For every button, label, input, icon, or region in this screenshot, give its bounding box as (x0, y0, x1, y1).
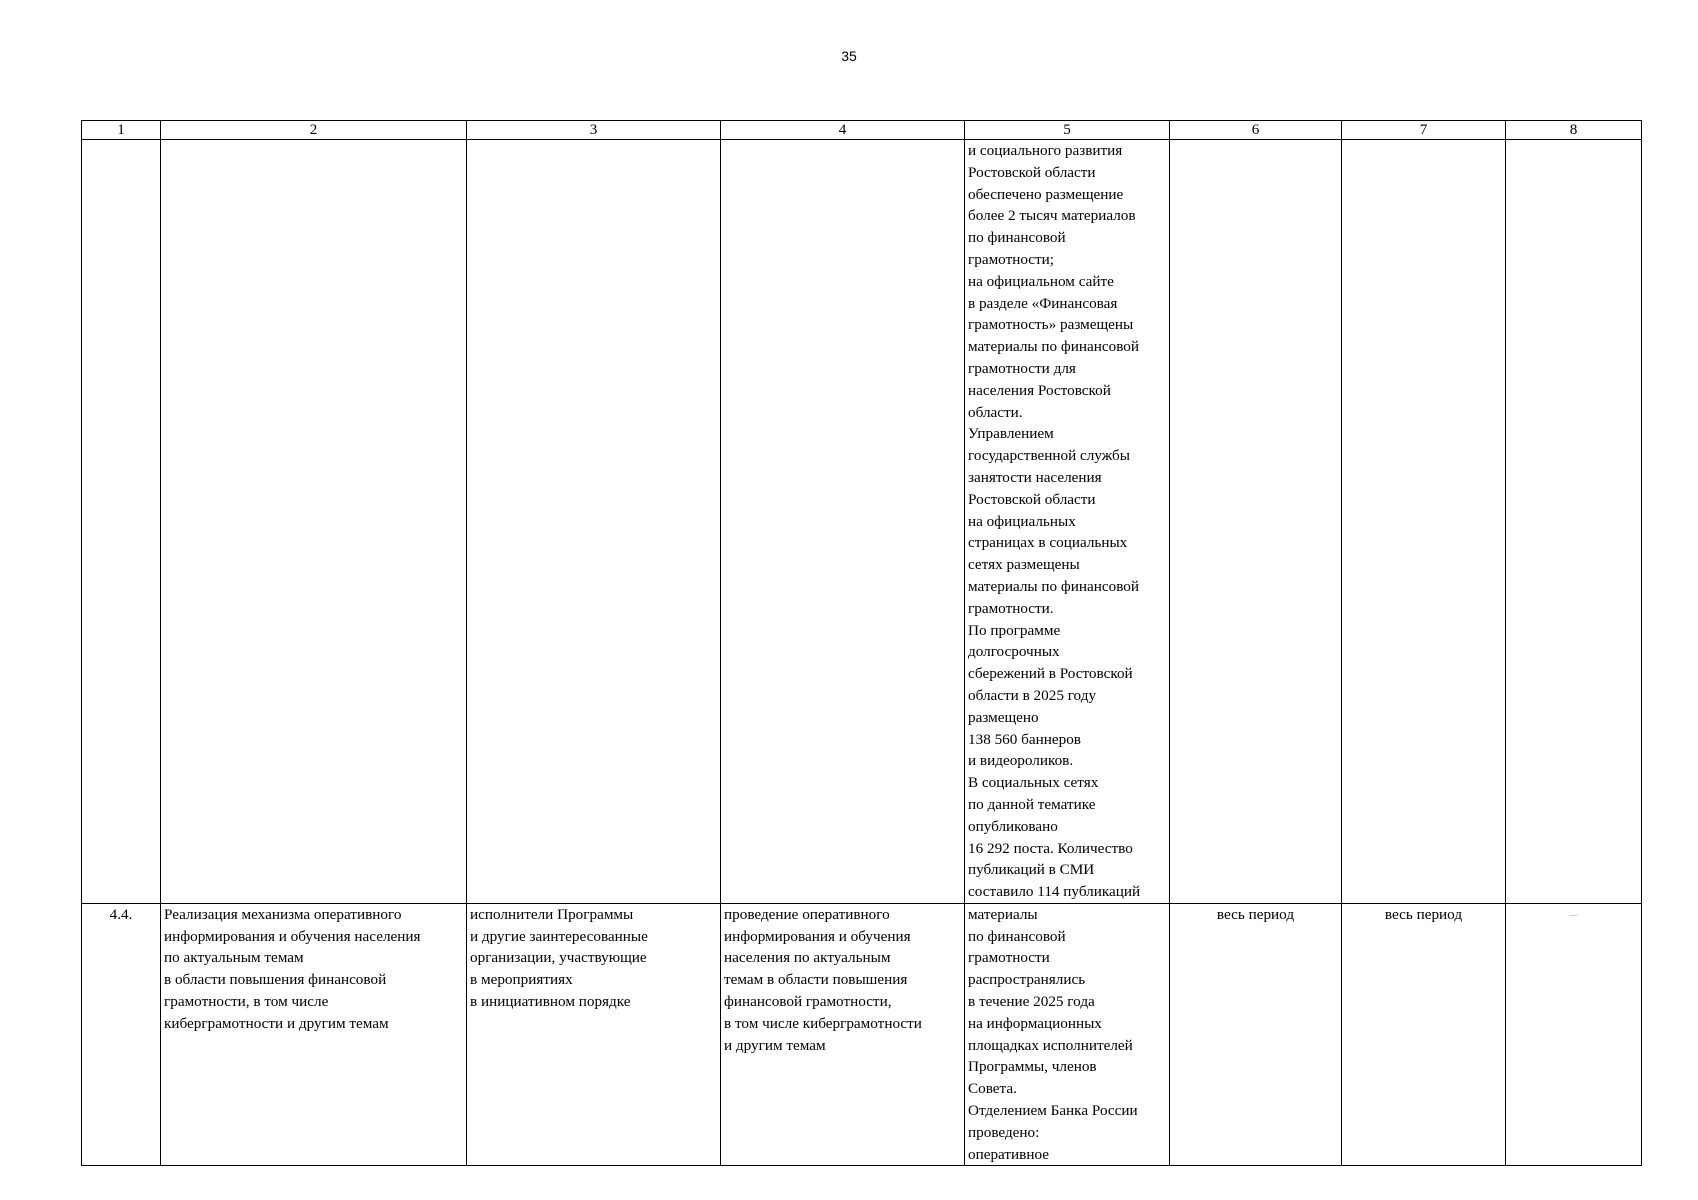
text-line: по актуальным темам (164, 949, 304, 967)
text-line: распространялись (968, 971, 1086, 989)
text-line: по данной тематике (968, 795, 1096, 813)
text-line: грамотности (968, 949, 1050, 967)
text-line: области в 2025 году (968, 686, 1097, 704)
text-line: Отделением Банка России (968, 1102, 1138, 1120)
text-line: проведено: (968, 1123, 1040, 1141)
cell-continued-col1 (82, 140, 161, 904)
text-line: исполнители Программы (470, 905, 634, 923)
text-line: грамотности, в том числе (164, 993, 329, 1011)
text-line: грамотности. (968, 599, 1054, 617)
text-line: на информационных (968, 1014, 1102, 1032)
text-line: финансовой грамотности, (724, 993, 892, 1011)
page-number: 35 (841, 48, 857, 64)
text-line: составило 114 публикаций (968, 883, 1141, 901)
text-line: Ростовской области (968, 490, 1096, 508)
column-header-6: 6 (1170, 121, 1342, 140)
text-line: Программы, членов (968, 1058, 1097, 1076)
text-line: По программе (968, 621, 1061, 639)
text-line: населения Ростовской (968, 381, 1111, 399)
column-header-5: 5 (965, 121, 1170, 140)
column-header-7: 7 (1342, 121, 1506, 140)
text-line: Совета. (968, 1080, 1017, 1098)
cell-continued-col8 (1506, 140, 1642, 904)
text-line: Реализация механизма оперативного (164, 905, 402, 923)
text-line: размещено (968, 708, 1039, 726)
text-line: 16 292 поста. Количество (968, 839, 1133, 857)
text-line: в инициативном порядке (470, 993, 631, 1011)
text-line: на официальных (968, 512, 1076, 530)
text-line: в разделе «Финансовая (968, 294, 1118, 312)
text-line: и другим темам (724, 1036, 826, 1054)
text-line: информирования и обучения населения (164, 927, 421, 945)
text-line: обеспечено размещение (968, 185, 1124, 203)
cell-continued-col6 (1170, 140, 1342, 904)
column-header-4: 4 (721, 121, 965, 140)
text-line: и социального развития (968, 142, 1123, 159)
table-row-4-4 (82, 903, 1642, 1166)
cell-measure-name (161, 903, 467, 1166)
text-line: информирования и обучения (724, 927, 911, 945)
text-line: проведение оперативного (724, 905, 890, 923)
cell-expected-result (721, 903, 965, 1166)
cell-continued-col3 (467, 140, 721, 904)
text-line: публикаций в СМИ (968, 861, 1095, 879)
text-line: сбережений в Ростовской (968, 665, 1133, 683)
text-line: организации, участвующие (470, 949, 647, 967)
text-line: государственной службы (968, 447, 1130, 465)
text-line: площадках исполнителей (968, 1036, 1133, 1054)
text-line: материалы по финансовой (968, 577, 1140, 595)
cell-actual-result (965, 903, 1170, 1166)
report-table (81, 120, 1642, 1166)
column-header-3: 3 (467, 121, 721, 140)
cell-notes: – (1506, 903, 1642, 1166)
text-line: грамотности для (968, 359, 1076, 377)
text-line: в том числе киберграмотности (724, 1014, 922, 1032)
text-line: в области повышения финансовой (164, 971, 387, 989)
text-line: грамотности; (968, 250, 1055, 268)
text-line: киберграмотности и другим темам (164, 1014, 389, 1032)
text-line: Управлением (968, 425, 1054, 443)
cell-continued-col2 (161, 140, 467, 904)
text-line: оперативное (968, 1145, 1049, 1163)
text-line: опубликовано (968, 817, 1058, 835)
text-line: и другие заинтересованные (470, 927, 648, 945)
column-header-2: 2 (161, 121, 467, 140)
text-line: материалы (968, 905, 1038, 923)
text-line: на официальном сайте (968, 272, 1114, 290)
text-line: области. (968, 403, 1023, 421)
column-number-header (82, 121, 1642, 140)
text-line: в мероприятиях (470, 971, 573, 989)
text-line: занятости населения (968, 468, 1102, 486)
text-line: в течение 2025 года (968, 993, 1095, 1011)
table-row-continued (82, 140, 1642, 904)
text-line: по финансовой (968, 927, 1066, 945)
text-line: В социальных сетях (968, 774, 1099, 792)
text-line: долгосрочных (968, 643, 1060, 661)
column-header-8: 8 (1506, 121, 1642, 140)
text-line: населения по актуальным (724, 949, 891, 967)
cell-actual-period: весь период (1342, 903, 1506, 1166)
cell-continued-col7 (1342, 140, 1506, 904)
text-line: страницах в социальных (968, 534, 1128, 552)
text-line: грамотность» размещены (968, 316, 1134, 334)
column-header-1: 1 (82, 121, 161, 140)
text-line: и видеороликов. (968, 752, 1074, 770)
text-line: материалы по финансовой (968, 338, 1140, 356)
cell-continued-col4 (721, 140, 965, 904)
cell-planned-period: весь период (1170, 903, 1342, 1166)
text-line: 138 560 баннеров (968, 730, 1081, 748)
row-number: 4.4. (82, 903, 161, 1166)
text-line: темам в области повышения (724, 971, 908, 989)
text-line: Ростовской области (968, 163, 1096, 181)
text-line: сетях размещены (968, 556, 1080, 574)
text-line: более 2 тысяч материалов (968, 207, 1136, 225)
cell-continued-col5 (965, 140, 1170, 904)
text-line: по финансовой (968, 229, 1066, 247)
cell-executors (467, 903, 721, 1166)
